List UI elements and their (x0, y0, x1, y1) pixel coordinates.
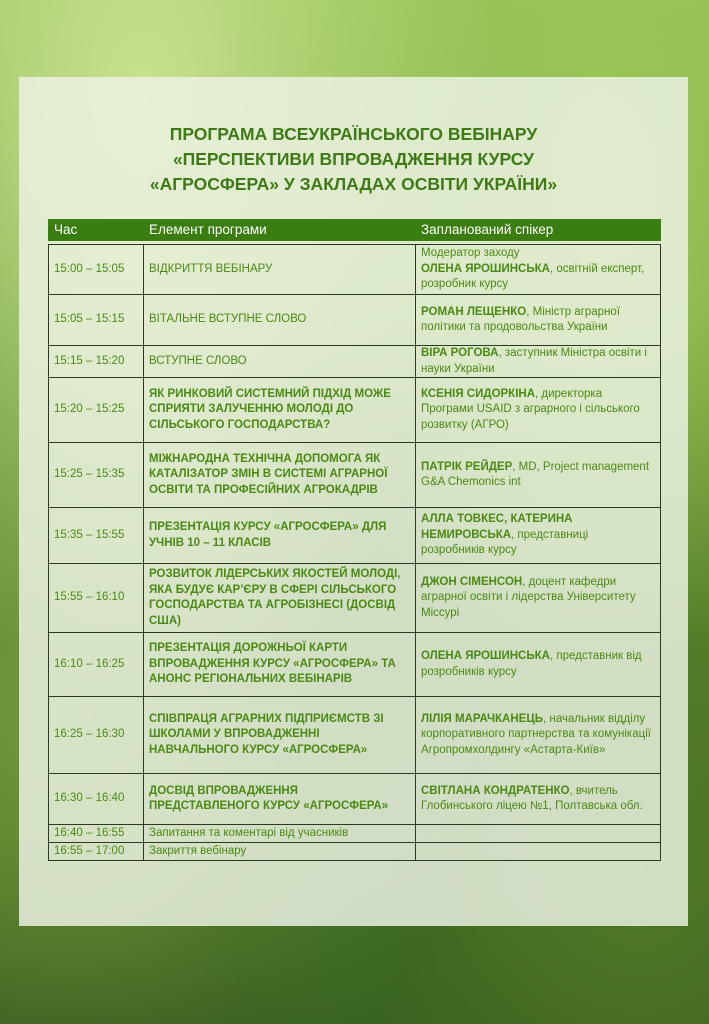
program-title (19, 122, 688, 197)
title-line-3: «АГРОСФЕРА» У ЗАКЛАДАХ ОСВІТИ УКРАЇНИ» (149, 174, 558, 194)
row-time: 16:25 – 16:30 (49, 697, 144, 774)
speaker-post: , начальник відділу корпоративного партнерства та комунікації Агропромхолдингу «Астарта-Київ» (421, 712, 651, 756)
table-header-row (49, 220, 661, 241)
speaker-name: КСЕНІЯ СИДОРКІНА (421, 387, 536, 400)
speaker-name: ОЛЕНА ЯРОШИНСЬКА (421, 262, 550, 275)
title-line-1: ПРОГРАМА ВСЕУКРАЇНСЬКОГО ВЕБІНАРУ (169, 124, 538, 144)
program-panel (19, 77, 688, 926)
speaker-name: ЛІЛІЯ МАРАЧКАНЕЦЬ (421, 712, 544, 725)
row-element: Запитання та коментарі від учасників (144, 825, 416, 843)
row-time: 15:35 – 15:55 (49, 508, 144, 564)
speaker-post: , MD, Project management G&A Chemonics int (421, 460, 650, 488)
row-element: МІЖНАРОДНА ТЕХНІЧНА ДОПОМОГА ЯК КАТАЛІЗАТОР ЗМІН В СИСТЕМІ АГРАРНОЇ ОСВІТИ ТА ПРОФЕСІЙНИХ АГРОКАДРІВ (144, 443, 416, 508)
row-element: ВІДКРИТТЯ ВЕБІНАРУ (144, 245, 416, 295)
row-speaker (416, 825, 661, 843)
row-element: ПРЕЗЕНТАЦІЯ ДОРОЖНЬОЇ КАРТИ ВПРОВАДЖЕННЯ КУРСУ «АГРОСФЕРА» ТА АНОНС РЕГІОНАЛЬНИХ ВЕБІНАРІВ (144, 633, 416, 697)
row-element: ВСТУПНЕ СЛОВО (144, 346, 416, 378)
row-time: 16:40 – 16:55 (49, 825, 144, 843)
row-time: 16:10 – 16:25 (49, 633, 144, 697)
row-element: РОЗВИТОК ЛІДЕРСЬКИХ ЯКОСТЕЙ МОЛОДІ, ЯКА БУДУЄ КАР’ЄРУ В СФЕРІ СІЛЬСЬКОГО ГОСПОДАРСТВА ТА АГРОБІЗНЕСІ (ДОСВІД США) (144, 564, 416, 633)
row-speaker (416, 245, 661, 295)
header-time: Час (49, 220, 144, 241)
row-speaker (416, 633, 661, 697)
speaker-post: , представник від розробників курсу (421, 650, 642, 678)
speaker-post: , представниці розробників курсу (421, 528, 589, 557)
row-time: 16:30 – 16:40 (49, 774, 144, 825)
speaker-name: РОМАН ЛЕЩЕНКО (421, 305, 527, 318)
table-row (49, 633, 661, 697)
speaker-post: , директорка Програми USAID з аграрного і сільського розвитку (АГРО) (421, 387, 640, 431)
header-speaker: Запланований спікер (416, 220, 661, 241)
table-row (49, 378, 661, 443)
row-time: 16:55 – 17:00 (49, 843, 144, 861)
row-element: ЯК РИНКОВИЙ СИСТЕМНИЙ ПІДХІД МОЖЕ СПРИЯТИ ЗАЛУЧЕННЮ МОЛОДІ ДО СІЛЬСЬКОГО ГОСПОДАРСТВА? (144, 378, 416, 443)
speaker-post: , вчитель Глобинського ліцею №1, Полтавська обл. (421, 784, 643, 812)
title-line-2: «ПЕРСПЕКТИВИ ВПРОВАДЖЕННЯ КУРСУ (172, 149, 535, 169)
row-speaker (416, 295, 661, 346)
speaker-pre: Модератор заходу (421, 247, 520, 260)
row-time: 15:15 – 15:20 (49, 346, 144, 378)
row-time: 15:05 – 15:15 (49, 295, 144, 346)
speaker-name: ДЖОН СІМЕНСОН (421, 575, 523, 588)
row-element: Закриття вебінару (144, 843, 416, 861)
row-time: 15:55 – 16:10 (49, 564, 144, 633)
table-row (49, 443, 661, 508)
row-time: 15:20 – 15:25 (49, 378, 144, 443)
row-element: ПРЕЗЕНТАЦІЯ КУРСУ «АГРОСФЕРА» ДЛЯ УЧНІВ 10 – 11 КЛАСІВ (144, 508, 416, 564)
table-row (49, 508, 661, 564)
program-rows (49, 241, 661, 861)
row-speaker (416, 843, 661, 861)
table-row (49, 825, 661, 843)
table-row (49, 843, 661, 861)
table-row (49, 697, 661, 774)
speaker-name: СВІТЛАНА КОНДРАТЕНКО (421, 784, 570, 797)
speaker-name: ОЛЕНА ЯРОШИНСЬКА (421, 650, 550, 662)
table-row (49, 245, 661, 295)
row-time: 15:25 – 15:35 (49, 443, 144, 508)
speaker-post: , освітній експерт, розробник курсу (421, 262, 645, 291)
row-speaker (416, 564, 661, 633)
table-row (49, 774, 661, 825)
table-row (49, 295, 661, 346)
row-speaker (416, 508, 661, 564)
table-row (49, 346, 661, 378)
speaker-post: , Міністр аграрної політики та продовольства України (421, 305, 621, 333)
speaker-name: АЛЛА ТОВКЕС, КАТЕРИНА НЕМИРОВСЬКА (421, 513, 573, 541)
speaker-post: , заступник Міністра освіти і науки України (421, 347, 647, 375)
table-row (49, 564, 661, 633)
speaker-post: , доцент кафедри аграрної освіти і лідерства Університету Міссурі (421, 575, 636, 619)
row-element: ДОСВІД ВПРОВАДЖЕННЯ ПРЕДСТАВЛЕНОГО КУРСУ «АГРОСФЕРА» (144, 774, 416, 825)
row-time: 15:00 – 15:05 (49, 245, 144, 295)
row-speaker (416, 697, 661, 774)
speaker-name: ПАТРІК РЕЙДЕР (421, 460, 513, 473)
row-element: СПІВПРАЦЯ АГРАРНИХ ПІДПРИЄМСТВ ЗІ ШКОЛАМИ У ВПРОВАДЖЕННІ НАВЧАЛЬНОГО КУРСУ «АГРОСФЕРА» (144, 697, 416, 774)
row-speaker (416, 774, 661, 825)
program-table (48, 219, 661, 861)
header-element: Елемент програми (144, 220, 416, 241)
row-element: ВІТАЛЬНЕ ВСТУПНЕ СЛОВО (144, 295, 416, 346)
row-speaker (416, 443, 661, 508)
row-speaker (416, 378, 661, 443)
speaker-name: ВІРА РОГОВА (421, 347, 499, 359)
row-speaker (416, 346, 661, 378)
